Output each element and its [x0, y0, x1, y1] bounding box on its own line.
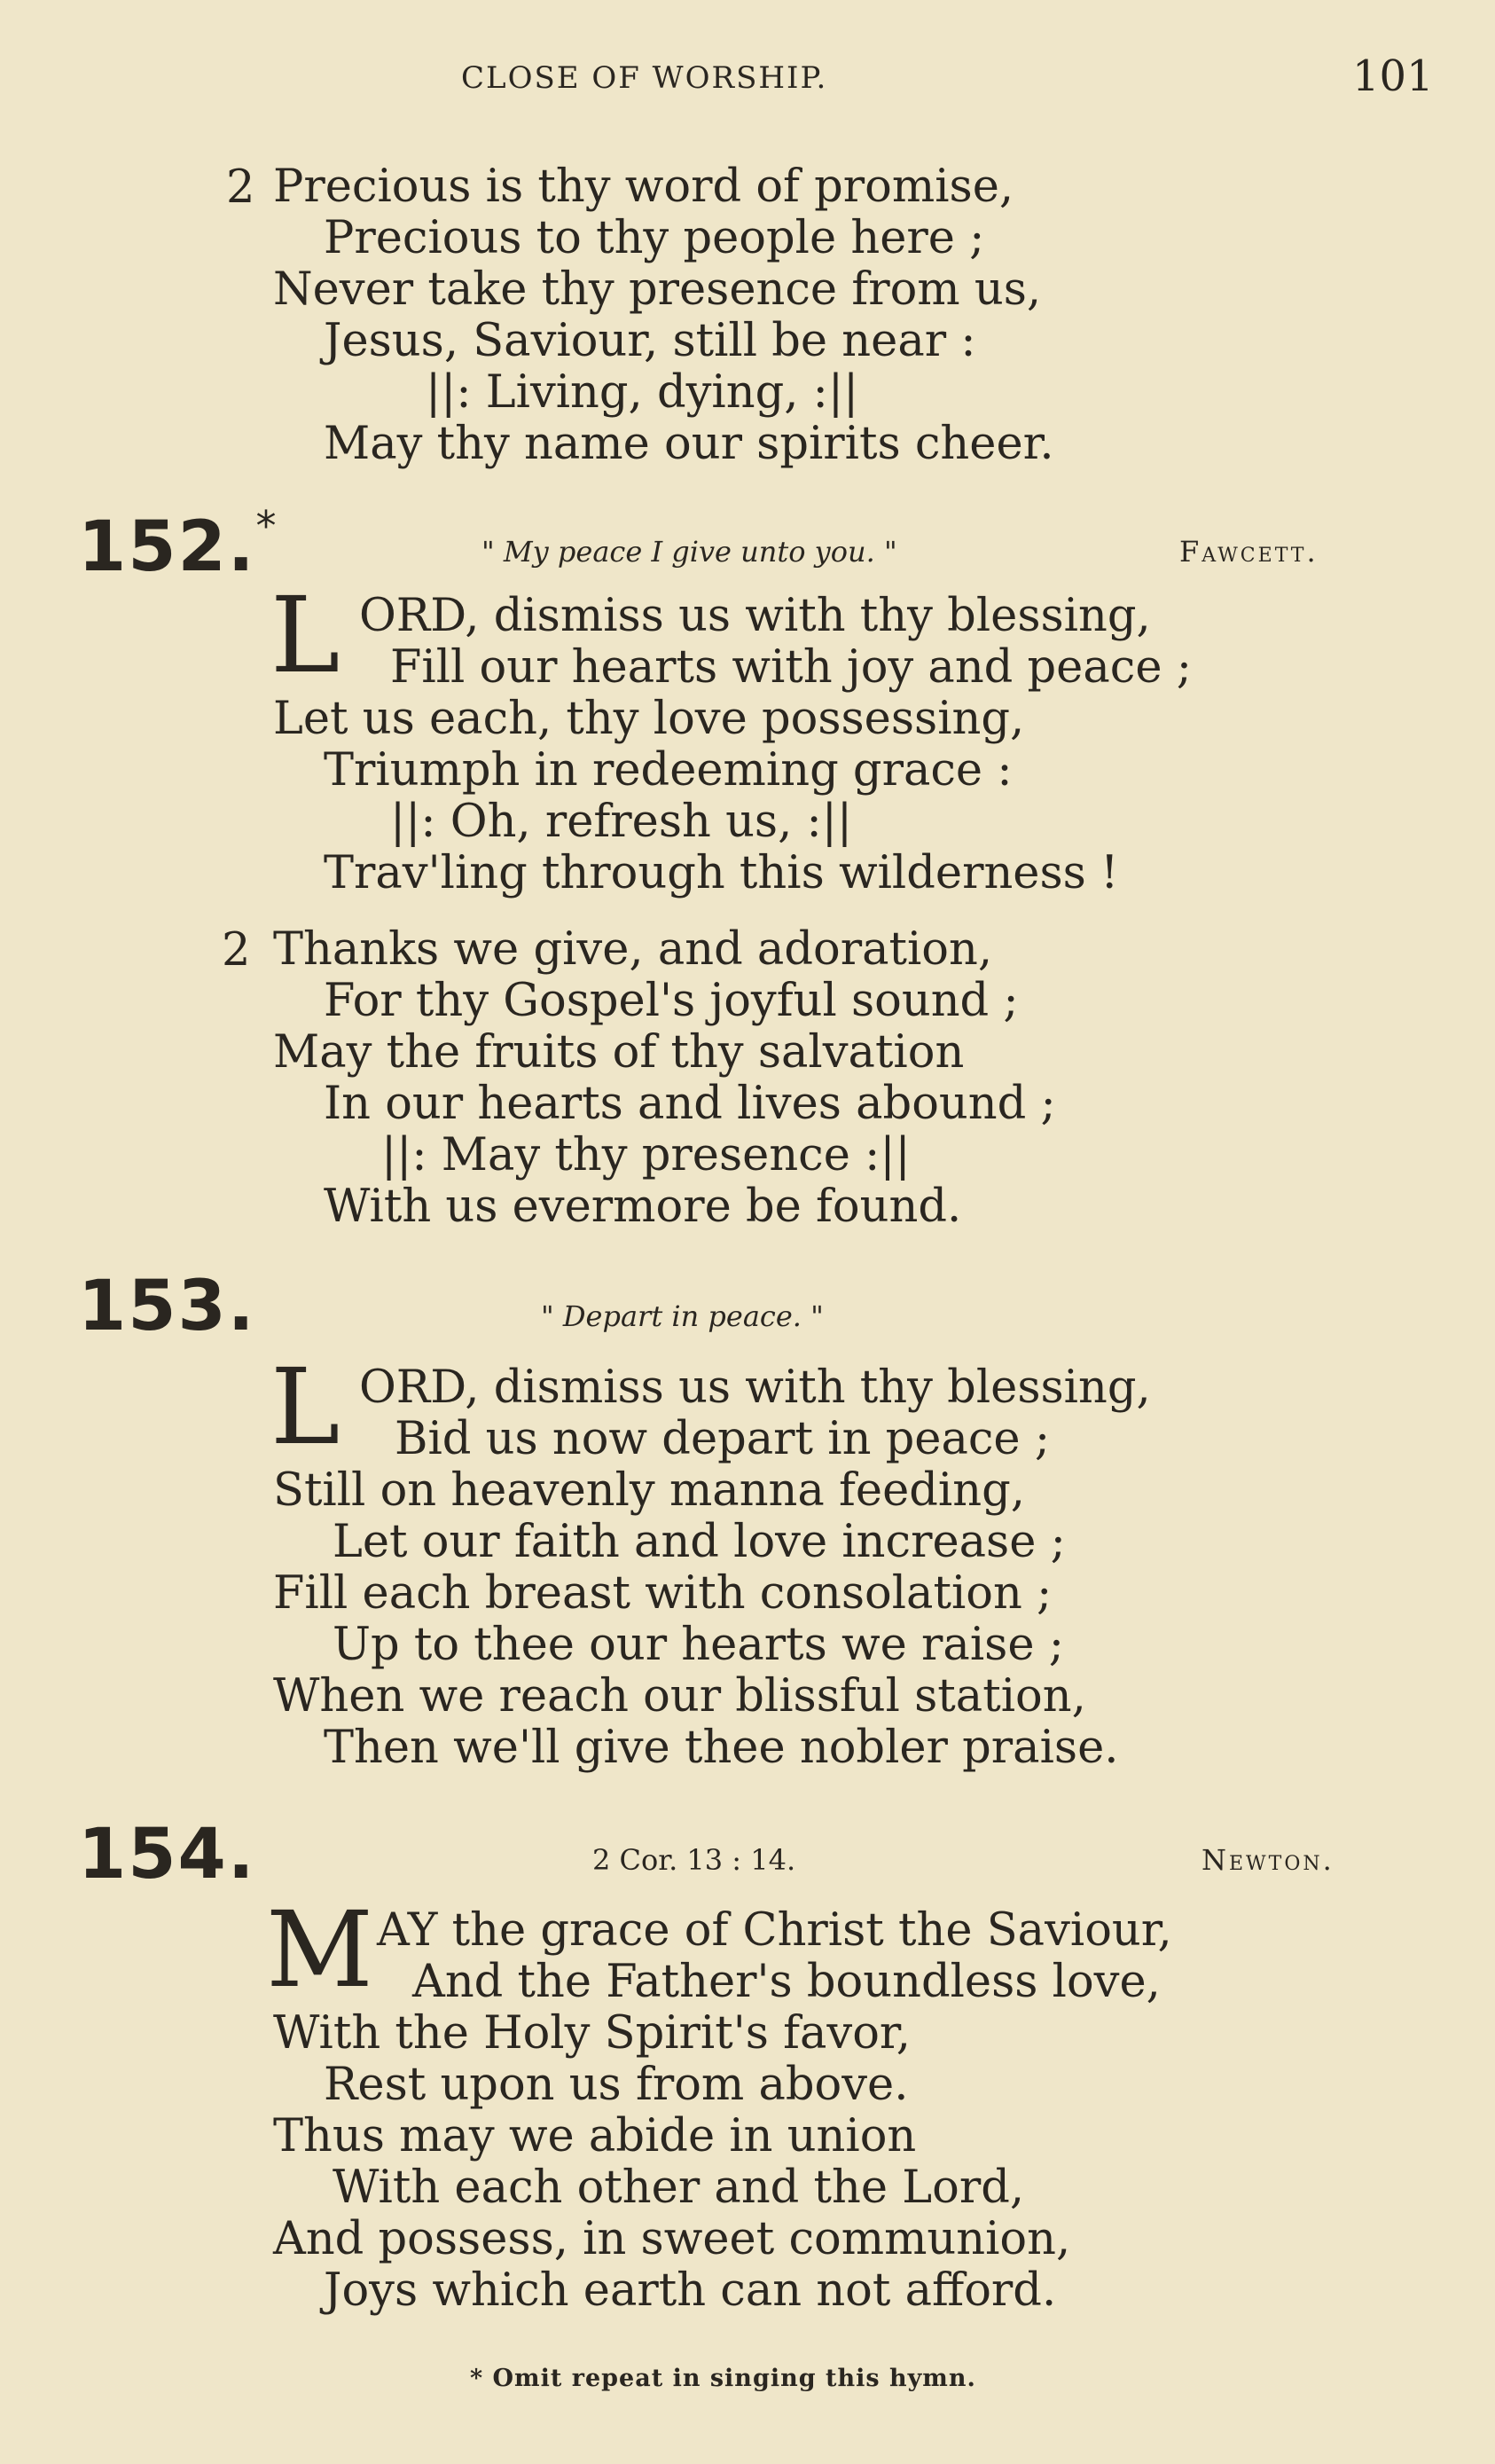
hymn-line: Thus may we abide in union [273, 2110, 917, 2162]
author: Fawcett. [1179, 535, 1319, 569]
hymn-line: Fill each breast with consolation ; [273, 1567, 1053, 1620]
hymn-number: 152.* [78, 502, 278, 587]
hymn-line: AY the grace of Christ the Saviour, [377, 1904, 1172, 1957]
repeat-line: ||: Oh, refresh us, :|| [390, 796, 853, 848]
epigraph: 2 Cor. 13 : 14. [592, 1843, 796, 1877]
hymn-line: Let our faith and love increase ; [333, 1516, 1066, 1568]
hymn-line: Joys which earth can not afford. [324, 2264, 1057, 2317]
hymn-line: In our hearts and lives abound ; [324, 1078, 1056, 1130]
hymn-line: Rest upon us from above. [324, 2059, 909, 2111]
hymn-line: Precious to thy people here ; [324, 212, 985, 264]
hymn-line: And possess, in sweet communion, [273, 2213, 1071, 2265]
author: Newton. [1201, 1843, 1335, 1877]
hymn-number: 154. [78, 1815, 256, 1895]
drop-cap: L [270, 1346, 340, 1468]
hymn-line: May thy name our spirits cheer. [324, 418, 1054, 470]
hymn-line: And the Father's boundless love, [412, 1956, 1161, 2008]
hymn-line: Still on heavenly manna feeding, [273, 1464, 1025, 1517]
hymn-line: Jesus, Saviour, still be near : [324, 315, 976, 367]
epigraph: " My peace I give unto you. " [481, 535, 897, 569]
page-number: 101 [1352, 51, 1434, 101]
hymn-line: When we reach our blissful station, [273, 1670, 1086, 1722]
footnote: * Omit repeat in singing this hymn. [470, 2365, 976, 2392]
hymn-line: ORD, dismiss us with thy blessing, [359, 1361, 1151, 1414]
hymn-line: ORD, dismiss us with thy blessing, [359, 590, 1151, 642]
hymn-line: Never take thy presence from us, [273, 263, 1042, 316]
verse-number: 2 [226, 161, 255, 214]
drop-cap: M [266, 1888, 373, 2011]
epigraph: " Depart in peace. " [541, 1299, 824, 1333]
hymn-line: Triumph in redeeming grace : [324, 744, 1013, 796]
hymn-line: Up to thee our hearts we raise ; [333, 1619, 1064, 1671]
repeat-line: ||: May thy presence :|| [381, 1129, 911, 1181]
verse-number: 2 [222, 924, 251, 977]
hymn-line: With us evermore be found. [324, 1181, 962, 1233]
hymn-line: Let us each, thy love possessing, [273, 693, 1025, 745]
hymn-line: Precious is thy word of promise, [273, 161, 1014, 213]
running-head: CLOSE OF WORSHIP. [461, 60, 828, 96]
hymn-line: Thanks we give, and adoration, [273, 923, 993, 976]
footnote-mark: * [255, 502, 278, 550]
hymn-line: May the fruits of thy salvation [273, 1026, 965, 1079]
hymn-line: With each other and the Lord, [333, 2162, 1025, 2214]
hymn-line: Then we'll give thee nobler praise. [324, 1722, 1119, 1774]
hymn-line: Bid us now depart in peace ; [395, 1413, 1051, 1465]
hymn-line: For thy Gospel's joyful sound ; [324, 975, 1019, 1027]
hymn-line: Trav'ling through this wilderness ! [324, 847, 1119, 899]
repeat-line: ||: Living, dying, :|| [426, 366, 859, 419]
hymn-number: 153. [78, 1267, 256, 1346]
hymn-line: Fill our hearts with joy and peace ; [390, 641, 1192, 694]
hymn-line: With the Holy Spirit's favor, [273, 2007, 911, 2060]
drop-cap: L [270, 574, 340, 696]
